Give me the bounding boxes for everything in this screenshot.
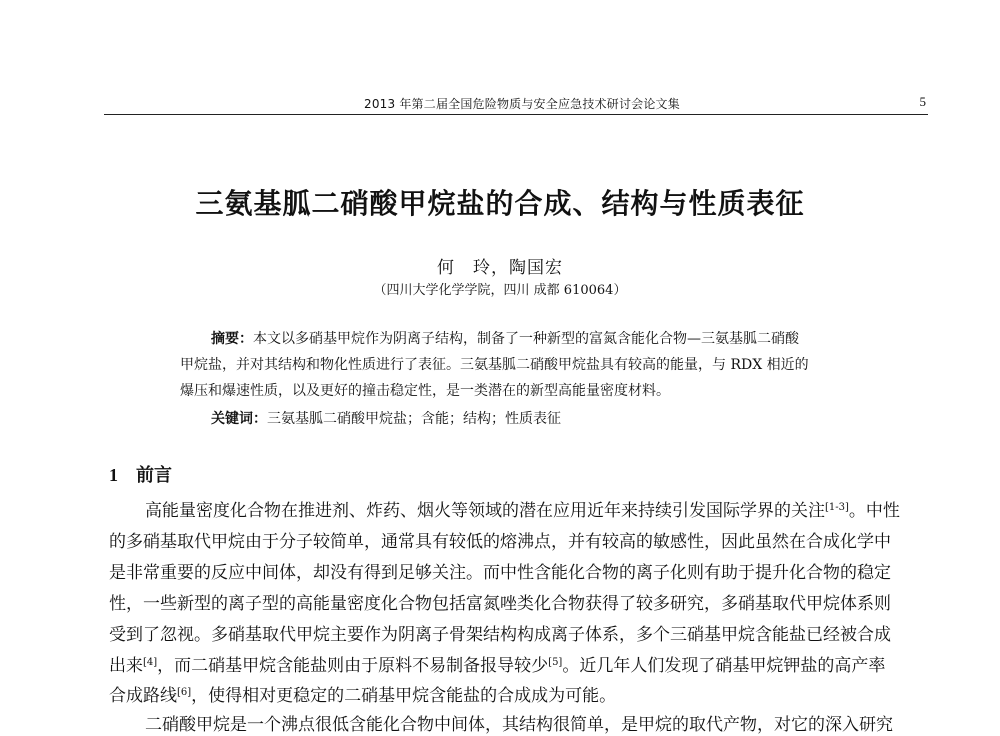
- journal-title: 2013 年第二届全国危险物质与安全应急技术研讨会论文集: [364, 97, 680, 111]
- authors: 何 玲，陶国宏: [437, 258, 563, 278]
- section-heading: [109, 461, 172, 487]
- body-line-8: 二硝酸甲烷是一个沸点很低含能化合物中间体，其结构很简单，是甲烷的取代产物，对它的深入研究: [145, 715, 893, 735]
- body-text: ，而二硝基甲烷含能盐则由于原料不易制备报导较少: [157, 656, 549, 676]
- body-line-6: [109, 655, 931, 677]
- affiliation: （四川大学化学学院，四川 成都 610064）: [373, 283, 627, 298]
- body-text: 高能量密度化合物在推进剂、炸药、烟火等领域的潜在应用近年来持续引发国际学界的关注: [145, 501, 825, 521]
- citation: [6]: [177, 687, 192, 698]
- abstract-label: 摘要：: [211, 331, 253, 347]
- body-line-7: [109, 685, 931, 707]
- keywords-label: 关键词：: [211, 411, 267, 427]
- body-line-1: [145, 500, 931, 522]
- abstract-line-2: 甲烷盐，并对其结构和物化性质进行了表征。三氨基胍二硝酸甲烷盐具有较高的能量，与 RDX 相近的: [180, 357, 809, 373]
- citation: [4]: [143, 657, 158, 668]
- body-line-5: 受到了忽视。多硝基取代甲烷主要作为阴离子骨架结构构成离子体系，多个三硝基甲烷含能盐已经被合成: [109, 625, 891, 645]
- citation: [5]: [548, 657, 563, 668]
- body-text: 。近几年人们发现了硝基甲烷钾盐的高产率: [562, 656, 886, 676]
- body-line-3: 是非常重要的反应中间体，却没有得到足够关注。而中性含能化合物的离子化则有助于提升化合物的稳定: [109, 563, 891, 583]
- keywords-text: 三氨基胍二硝酸甲烷盐；含能；结构；性质表征: [267, 411, 561, 427]
- citation: [1-3]: [825, 502, 849, 513]
- paper-title: 三氨基胍二硝酸甲烷盐的合成、结构与性质表征: [195, 187, 805, 220]
- section-number: 1: [109, 465, 118, 485]
- keywords: [211, 408, 561, 428]
- body-text: 合成路线: [109, 686, 177, 706]
- body-text: ，使得相对更稳定的二硝基甲烷含能盐的合成成为可能。: [191, 686, 617, 706]
- abstract-line-3: 爆压和爆速性质，以及更好的撞击稳定性，是一类潜在的新型高能量密度材料。: [180, 383, 670, 399]
- body-text: 出来: [109, 656, 143, 676]
- running-header: [104, 92, 928, 115]
- body-line-4: 性，一些新型的离子型的高能量密度化合物包括富氮唑类化合物获得了较多研究，多硝基取代甲烷体系则: [109, 594, 891, 614]
- body-line-2: 的多硝基取代甲烷由于分子较简单，通常具有较低的熔沸点，并有较高的敏感性，因此虽然在合成化学中: [109, 532, 891, 552]
- page-number: 5: [919, 94, 926, 109]
- body-text: 。中性: [848, 501, 900, 521]
- abstract-text-1: 本文以多硝基甲烷作为阴离子结构，制备了一种新型的富氮含能化合物—三氨基胍二硝酸: [253, 331, 799, 347]
- section-title: 前言: [136, 465, 172, 486]
- abstract-line-1: [211, 326, 871, 352]
